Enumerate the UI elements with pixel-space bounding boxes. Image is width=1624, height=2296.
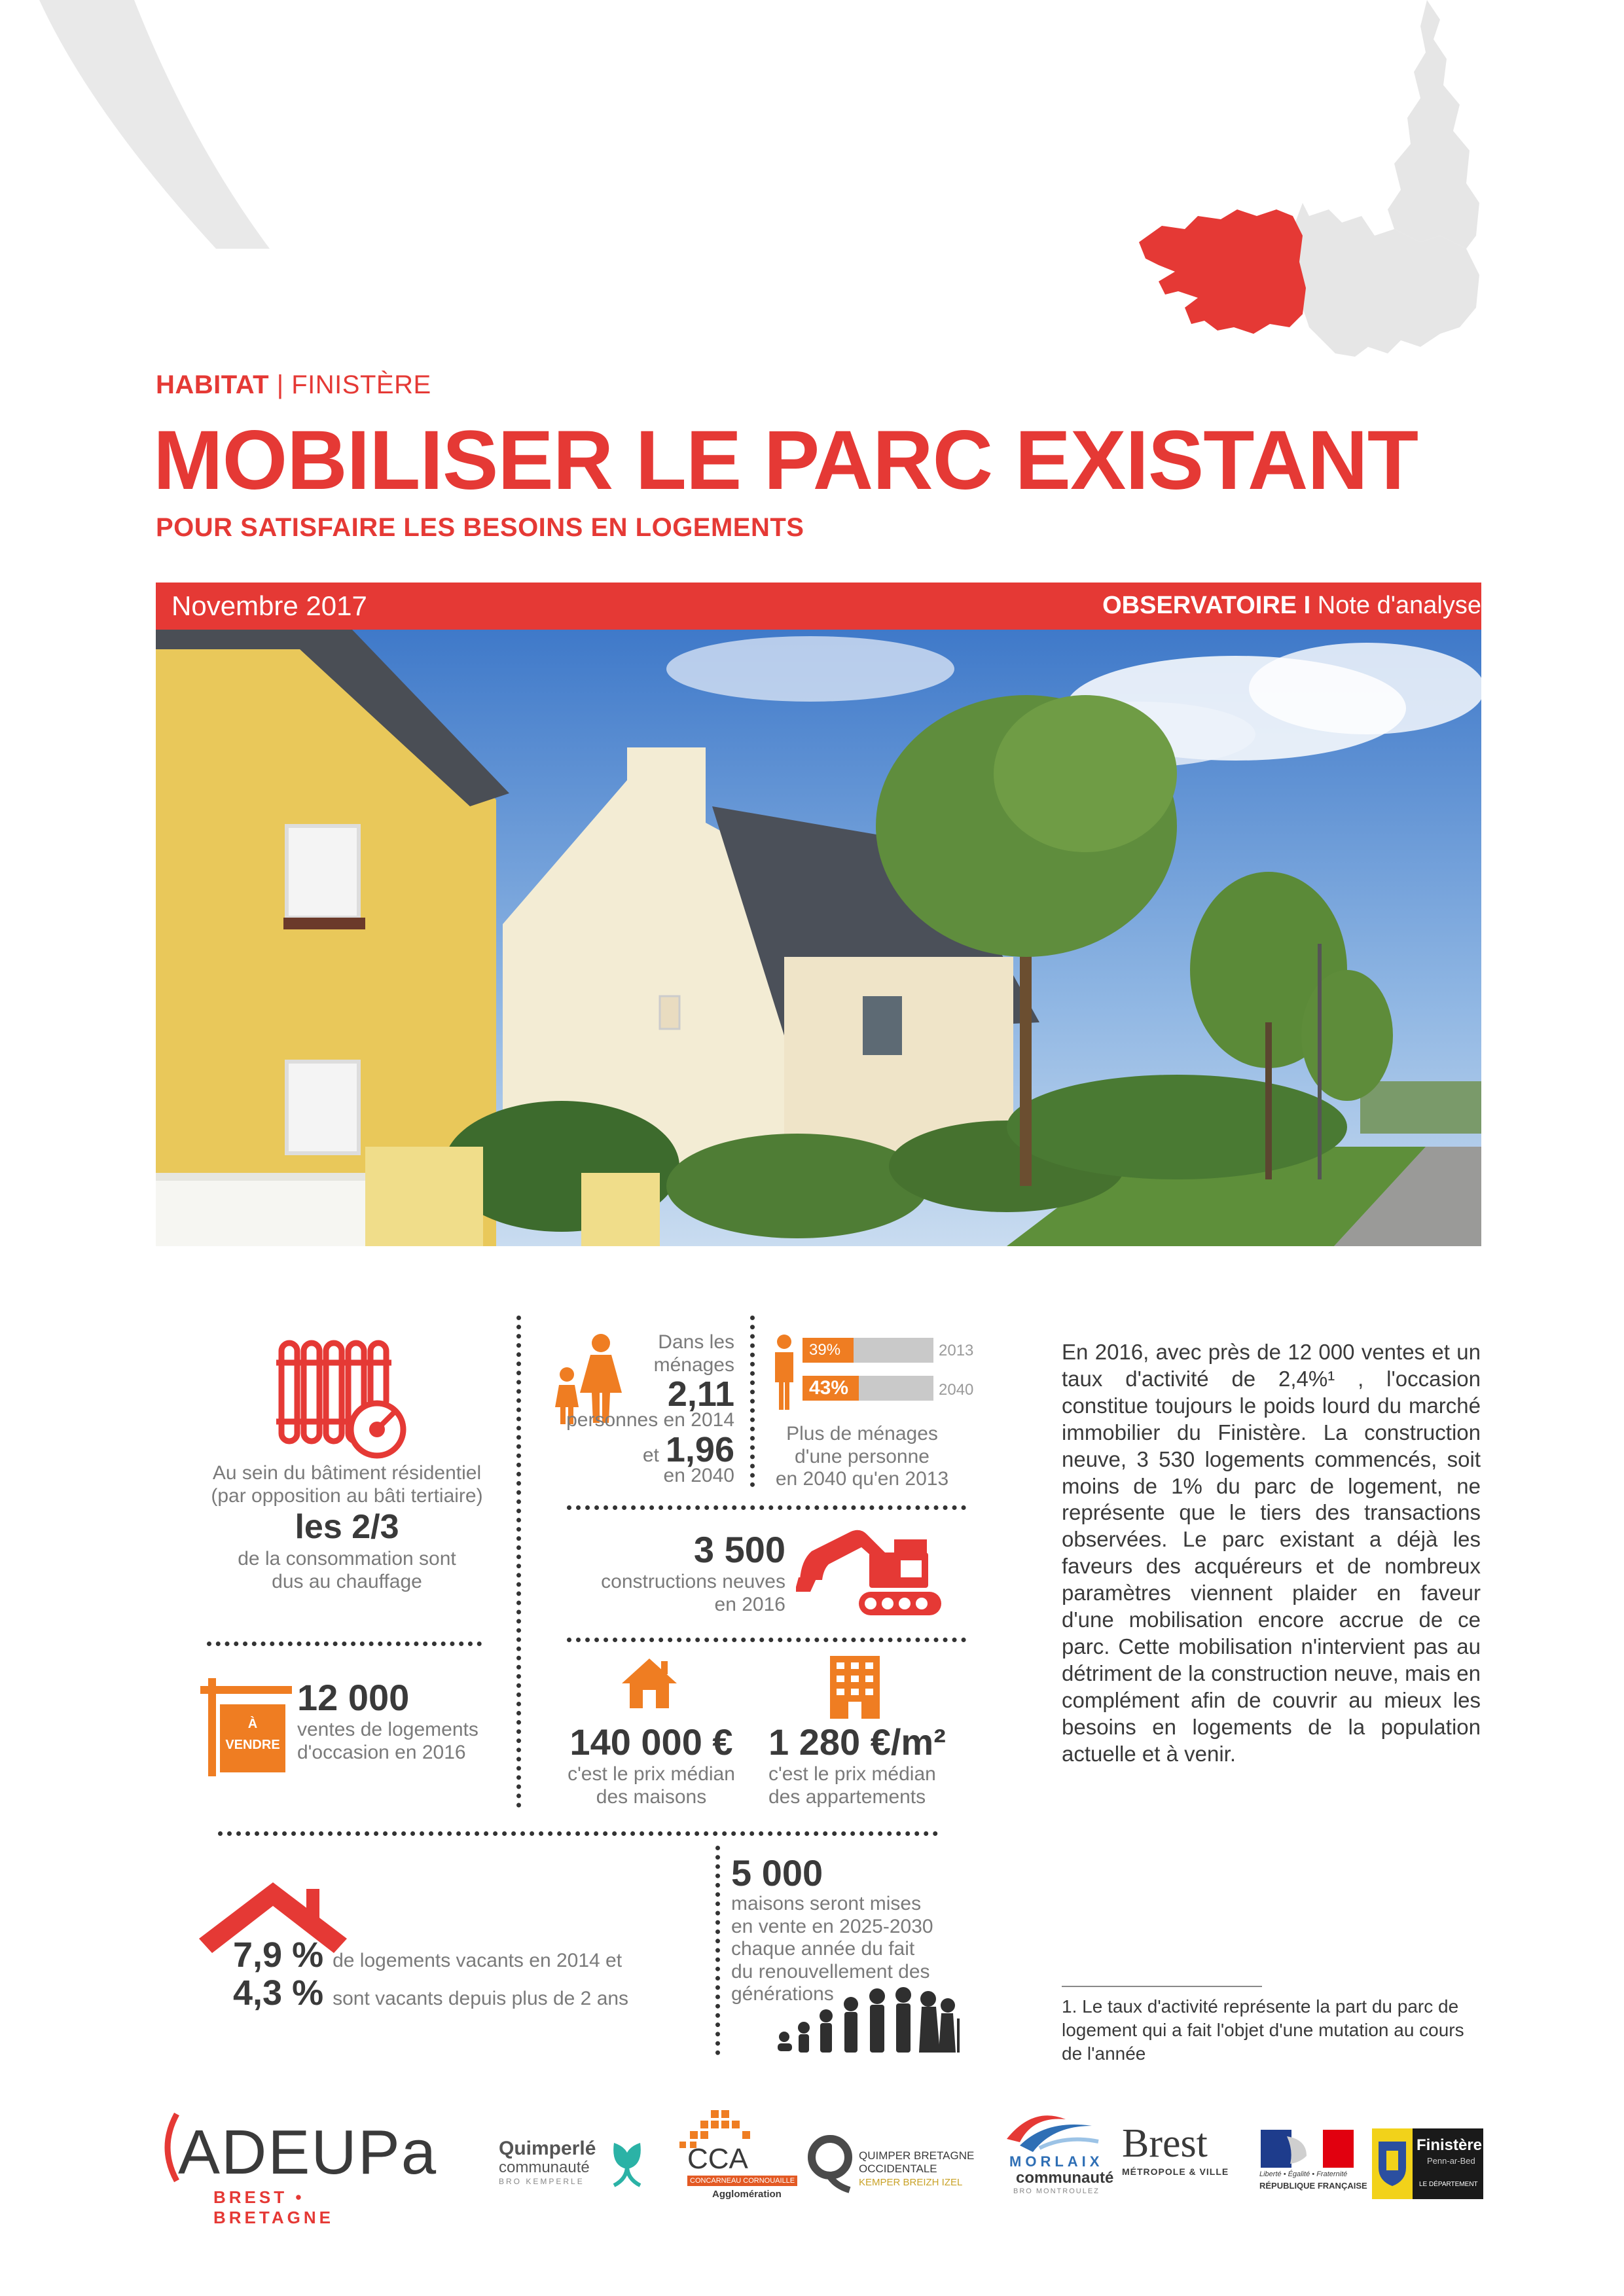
heating-big-value: les 2/3 <box>295 1508 399 1546</box>
sign-line-1: À <box>247 1717 258 1731</box>
house-icon <box>622 1659 677 1708</box>
cca-logo <box>678 2110 796 2202</box>
households-value-2040-row <box>549 1429 734 1469</box>
heating-line-4: dus au chauffage <box>272 1570 422 1592</box>
households-value-2040: 1,96 <box>665 1429 734 1469</box>
single-bars <box>803 1338 933 1401</box>
sales-line-1: ventes de logements <box>297 1719 478 1740</box>
finistere-logo <box>1372 2128 1483 2199</box>
marianne-icon <box>1261 2130 1354 2168</box>
finistere-blazon-icon <box>1372 2128 1413 2199</box>
households-line-1: Dans les <box>658 1331 734 1353</box>
dotted-divider-vertical-1 <box>516 1316 521 1808</box>
dotted-divider-vertical-2 <box>750 1316 755 1487</box>
publication-date: Novembre 2017 <box>171 590 367 621</box>
vacancy-value-1: 7,9 % <box>233 1935 324 1975</box>
footnote: 1. Le taux d'activité représente la part du parc de logement qui a fait l'objet d'une mutation au cours de l'année <box>1062 1996 1464 2064</box>
households-block <box>549 1331 734 1487</box>
heating-line-1: Au sein du bâtiment résidentiel <box>212 1462 482 1484</box>
dotted-divider-h4 <box>218 1831 938 1836</box>
vacancy-row-1 <box>233 1937 691 1973</box>
category-line <box>156 370 431 400</box>
qbo-q-icon <box>806 2131 855 2194</box>
adeupa-bracket <box>154 2111 181 2183</box>
house-price-line-2: des maisons <box>596 1785 707 1808</box>
region: FINISTÈRE <box>291 370 431 399</box>
finistere-breton: Penn-ar-Bed <box>1427 2156 1475 2166</box>
cca-line-2: CONCARNEAU CORNOUAILLE <box>687 2176 797 2186</box>
heating-line-3: de la consommation sont <box>238 1548 456 1570</box>
construction-line-2: en 2016 <box>714 1593 785 1615</box>
decorative-swoosh <box>0 0 275 255</box>
heating-line-2: (par opposition au bâti tertiaire) <box>211 1484 483 1507</box>
sales-block <box>297 1679 513 1764</box>
houses-photo <box>156 630 1481 1246</box>
future-sales-line-5: générations <box>731 1983 834 2005</box>
page-title: MOBILISER LE PARC EXISTANT <box>153 414 1418 507</box>
construction-line-1: constructions neuves <box>601 1571 785 1592</box>
future-sales-line-4: du renouvellement des <box>731 1960 930 1982</box>
apartment-price-value: 1 280 €/m² <box>768 1721 946 1763</box>
dotted-divider-vertical-3 <box>715 1846 720 2055</box>
building-icon <box>830 1656 880 1719</box>
apartment-price-line-1: c'est le prix médian <box>768 1763 936 1785</box>
article-body: En 2016, avec près de 12 000 ventes et un taux d'activité de 2,4%¹ , l'occasion constitue toujours le poids lourd du marché immobilier du Finistère. La construction neuve, 3 530 logements commencés, soit moins de 1% du parc de logement, ne représente que le tiers des transactions observées. Le parc existant a déjà les faveurs des acquéreurs et de nombreux paramètres viennent plaider en faveur d'une mobilisation encore accrue de ce parc. Cette mobilisation n'intervient pas au détriment de la construction neuve, mais en complément afin de couvrir au mieux les besoins en logements de la population actuelle et à venir. <box>1062 1340 1481 1766</box>
apartment-price-block <box>768 1721 978 1808</box>
dotted-divider-h3 <box>567 1638 966 1642</box>
morlaix-line-2: communauté <box>1016 2169 1114 2187</box>
single-line-3: en 2040 qu'en 2013 <box>775 1468 949 1490</box>
person-icon <box>771 1334 797 1410</box>
bar-2013-track <box>803 1338 933 1363</box>
rf-line-1: Liberté • Égalité • Fraternité <box>1259 2170 1348 2178</box>
vacancy-text-2: sont vacants depuis plus de 2 ans <box>333 1988 629 2009</box>
footnote-rule <box>1062 1986 1262 1987</box>
quimperle-logo <box>499 2138 643 2203</box>
future-sales-value: 5 000 <box>731 1852 823 1893</box>
morlaix-wave-icon <box>1000 2106 1105 2152</box>
construction-block <box>576 1529 785 1616</box>
brittany-map <box>1113 0 1492 367</box>
heating-text <box>196 1462 497 1593</box>
households-value-2014: 2,11 <box>667 1374 734 1414</box>
brest-sub: MÉTROPOLE & VILLE <box>1122 2166 1229 2177</box>
single-line-2: d'une personne <box>795 1445 929 1467</box>
adeupa-logo <box>154 2111 438 2227</box>
qbo-logo <box>806 2131 1003 2197</box>
house-price-line-1: c'est le prix médian <box>568 1763 735 1785</box>
single-line-1: Plus de ménages <box>786 1423 938 1444</box>
rf-line-2: RÉPUBLIQUE FRANÇAISE <box>1259 2181 1367 2191</box>
category-separator: | <box>276 370 284 399</box>
sales-value: 12 000 <box>297 1677 410 1718</box>
morlaix-line-1: MORLAIX <box>1009 2153 1104 2170</box>
finistere-sub: LE DÉPARTEMENT <box>1419 2181 1478 2188</box>
brest-name: Brest <box>1122 2121 1208 2166</box>
vacancy-text-1: de logements vacants en 2014 et <box>333 1950 623 1971</box>
qbo-line-3: KEMPER BREIZH IZEL <box>859 2177 963 2188</box>
adeupa-sub: BREST • BRETAGNE <box>213 2187 334 2227</box>
map-finistere <box>1139 209 1306 334</box>
document-type-light: Note d'analyse <box>1317 592 1481 619</box>
bar-2040-year: 2040 <box>939 1381 974 1399</box>
bar-2040-value: 43% <box>809 1377 849 1399</box>
future-sales-line-3: chaque année du fait <box>731 1938 915 1960</box>
quimperle-line-2: communauté <box>499 2159 590 2176</box>
category: HABITAT <box>156 370 270 399</box>
house-price-block <box>556 1721 746 1808</box>
households-line-4: en 2040 <box>663 1464 734 1486</box>
excavator-icon <box>796 1520 953 1624</box>
finistere-name: Finistère <box>1416 2136 1483 2154</box>
construction-value: 3 500 <box>693 1529 785 1570</box>
vacancy-block <box>233 1937 691 2011</box>
cca-name: CCA <box>687 2143 748 2175</box>
qbo-line-1: QUIMPER BRETAGNE <box>859 2149 975 2162</box>
vacancy-value-2: 4,3 % <box>233 1973 324 2013</box>
generations-icon <box>772 1982 962 2054</box>
sales-line-2: d'occasion en 2016 <box>297 1741 466 1763</box>
sign-line-2: VENDRE <box>225 1738 280 1752</box>
single-text <box>767 1423 957 1491</box>
document-type <box>1102 592 1481 620</box>
radiator-icon <box>274 1336 411 1461</box>
house-price-value: 140 000 € <box>569 1721 733 1763</box>
morlaix-logo <box>994 2106 1114 2204</box>
future-sales-line-1: maisons seront mises <box>731 1893 922 1914</box>
households-conj: et <box>642 1444 659 1466</box>
households-line-2: ménages <box>653 1354 734 1376</box>
dotted-divider-h1 <box>207 1641 482 1646</box>
morlaix-line-3: BRO MONTROULEZ <box>1013 2187 1100 2195</box>
adeupa-name: ADEUPa <box>178 2117 438 2187</box>
bar-2013-value: 39% <box>809 1341 841 1359</box>
quimperle-line-1: Quimperlé <box>499 2138 596 2159</box>
qbo-line-2: OCCIDENTALE <box>859 2162 937 2175</box>
cca-line-3: Agglomération <box>712 2189 782 2200</box>
vacancy-row-2 <box>233 1975 691 2011</box>
brest-logo <box>1122 2123 1240 2189</box>
households-line-3: personnes en 2014 <box>566 1409 734 1431</box>
dotted-divider-h2 <box>567 1505 966 1510</box>
apartment-price-line-2: des appartements <box>768 1785 926 1808</box>
republique-francaise-logo <box>1259 2130 1367 2195</box>
for-sale-sign-icon <box>200 1678 292 1776</box>
document-type-bold: OBSERVATOIRE I <box>1102 592 1311 619</box>
bar-2040-track <box>803 1376 933 1401</box>
bar-2013-year: 2013 <box>939 1342 974 1359</box>
future-sales-line-2: en vente en 2025-2030 <box>731 1915 933 1937</box>
quimperle-line-3: BRO KEMPERLE <box>499 2177 585 2186</box>
page-subtitle: POUR SATISFAIRE LES BESOINS EN LOGEMENTS <box>156 513 804 542</box>
quimperle-leaf-icon <box>607 2136 647 2189</box>
